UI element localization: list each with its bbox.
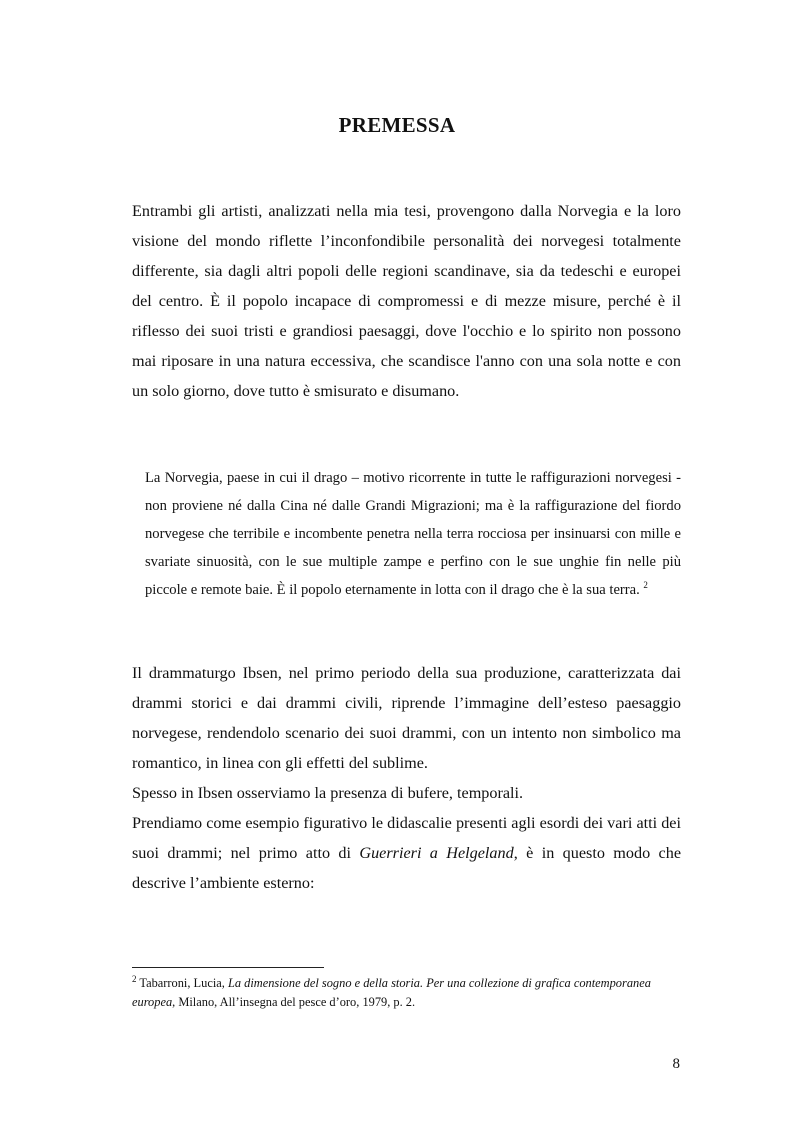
footnote-number: 2 [132, 973, 137, 984]
footnote-title: La dimensione del sogno e della storia. Per una collezione di grafica contemporanea europea [132, 976, 651, 1009]
paragraph-ibsen-line2: Spesso in Ibsen osserviamo la presenza di bufere, temporali. [132, 784, 524, 802]
paragraph-ibsen-line3 [132, 808, 681, 898]
paragraph-ibsen [132, 658, 681, 898]
block-quote [145, 464, 681, 604]
footnote-rest: , Milano, All’insegna del pesce d’oro, 1979, p. 2. [172, 995, 416, 1009]
footnote [132, 974, 681, 1012]
paragraph-intro: Entrambi gli artisti, analizzati nella mia tesi, provengono dalla Norvegia e la loro visione del mondo riflette l’inconfondibile personalità dei norvegesi totalmente differente, sia dagli altri popoli delle regioni scandinave, sia da tedeschi e europei del centro. È il popolo incapace di compromessi e di mezze misure, perché è il riflesso dei suoi tristi e grandiosi paesaggi, dove l'occhio e lo spirito non possono mai riposare in una natura eccessiva, che scandisce l'anno con una sola notte e con un solo giorno, dove tutto è smisurato e disumano. [132, 202, 681, 400]
page-title: PREMESSA [338, 113, 456, 137]
footnote-separator [132, 967, 324, 968]
paragraph-ibsen-text: Il drammaturgo Ibsen, nel primo periodo della sua produzione, caratterizzata dai drammi storici e dai drammi civili, riprende l’immagine dell’esteso paesaggio norvegese, rendendolo scenario dei suoi drammi, con un intento non simbolico ma romantico, in linea con gli effetti del sublime. [132, 664, 681, 772]
line3-after: , è in questo modo che descrive l’ambiente esterno: [132, 844, 682, 892]
play-title: Guerrieri a Helgeland [359, 844, 514, 862]
footnote-reference: 2 [643, 580, 648, 591]
block-quote-text: La Norvegia, paese in cui il drago – motivo ricorrente in tutte le raffigurazioni norvegesi - non proviene né dalla Cina né dalle Grandi Migrazioni; ma è la raffigurazione del fiordo norvegese che terribile e incombente penetra nella terra rocciosa per insinuarsi con mille e svariate sinuosità, con le sue multiple zampe e perfino con le sue unghie fin nelle più piccole e remote baie. È il popolo eternamente in lotta con il drago che è la sua terra. [145, 470, 681, 598]
footnote-author: Tabarroni, Lucia, [136, 976, 228, 990]
page-number: 8 [672, 1056, 680, 1072]
line3-before: Prendiamo come esempio figurativo le didascalie presenti agli esordi dei vari atti dei suoi drammi; nel primo atto di [132, 814, 681, 862]
